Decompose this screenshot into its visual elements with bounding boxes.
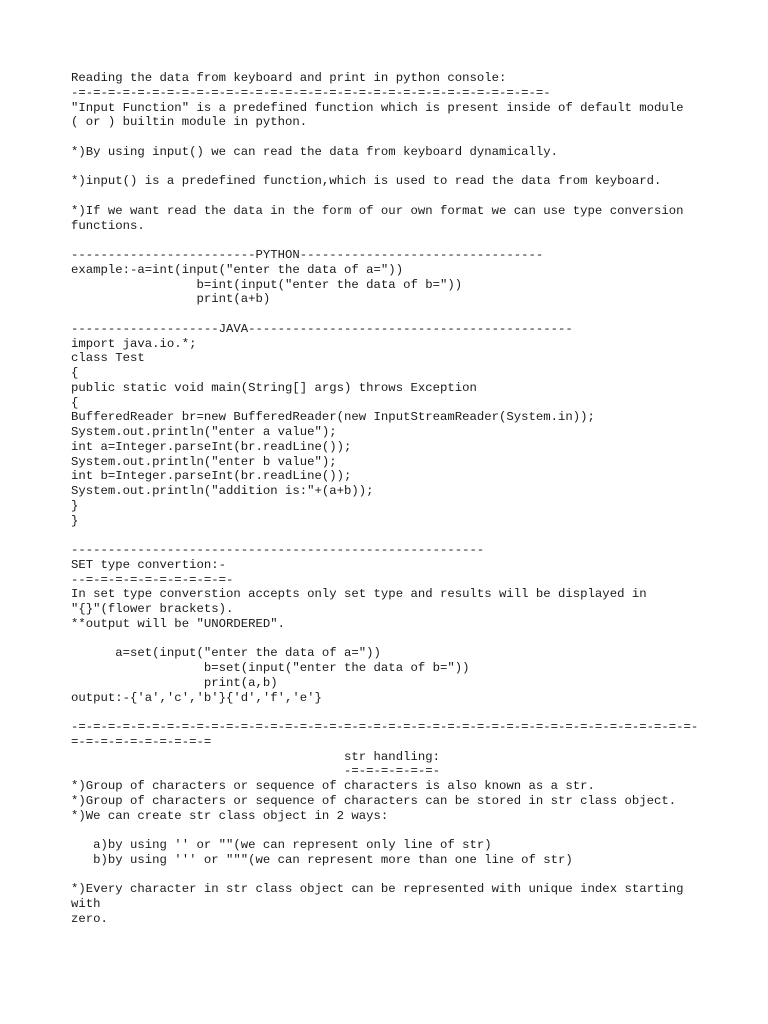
text-line: *)By using input() we can read the data from keyboard dynamically. (71, 144, 559, 159)
blank-line (71, 823, 711, 838)
blank-line (71, 160, 711, 175)
text-line: print(a,b) (71, 675, 278, 690)
text-line: -=-=-=-=-=-=-=-=-=-=-=-=-=-=-=-=-=-=-=-=-=-=-=-=-=-=-=-=-=-=-=-=-=-=-=-=-=-=-=-=-=-=- (71, 720, 699, 734)
text-line: { (71, 395, 79, 410)
text-line: b=set(input("enter the data of b=")) (71, 661, 470, 675)
text-line: *)If we want read the data in the form of our own format we can use type conversion (71, 203, 684, 218)
text-line: import java.io.*; (71, 336, 197, 351)
text-line: *)Group of characters or sequence of characters is also known as a str. (71, 779, 595, 793)
text-line: ( or ) builtin module in python. (71, 115, 308, 130)
text-line: a)by using '' or ""(we can represent only line of str) (71, 838, 492, 852)
blank-line (71, 189, 711, 204)
text-line: --------------------JAVA-------------------------------------------- (71, 321, 573, 336)
text-line: BufferedReader br=new BufferedReader(new InputStreamReader(System.in)); (71, 410, 595, 425)
text-line: public static void main(String[] args) throws Exception (71, 380, 477, 395)
text-line: System.out.println("enter b value"); (71, 454, 337, 469)
text-line: example:-a=int(input("enter the data of a=")) (71, 262, 404, 277)
text-line: **output will be "UNORDERED". (71, 616, 286, 631)
blank-line (71, 705, 711, 720)
text-line: Reading the data from keyboard and print in python console: (71, 71, 507, 85)
blank-line (71, 528, 711, 543)
text-line: output:-{'a','c','b'}{'d','f','e'} (71, 690, 322, 705)
text-line: print(a+b) (71, 292, 271, 307)
text-line: -=-=-=-=-=-=-=-=-=-=-=-=-=-=-=-=-=-=-=-=-=-=-=-=-=-=-=-=-=-=-=-=- (71, 85, 551, 100)
text-line: -=-=-=-=-=-=- (71, 764, 440, 779)
text-line: { (71, 366, 79, 380)
blank-line (71, 632, 711, 647)
blank-line (71, 868, 711, 883)
text-line: str handling: (71, 749, 440, 764)
text-line: a=set(input("enter the data of a=")) (71, 646, 381, 661)
document-page (71, 71, 711, 927)
blank-line (71, 307, 711, 322)
text-line: SET type convertion:- (71, 557, 226, 572)
blank-line (71, 130, 711, 145)
text-line: int b=Integer.parseInt(br.readLine()); (71, 469, 352, 484)
text-line: System.out.println("addition is:"+(a+b)); (71, 484, 374, 498)
text-line: =-=-=-=-=-=-=-=-=-= (71, 734, 212, 749)
text-line: b)by using ''' or """(we can represent more than one line of str) (71, 852, 573, 867)
text-line: with (71, 897, 101, 911)
text-line: } (71, 513, 79, 528)
text-line: -------------------------PYTHON--------------------------------- (71, 248, 544, 262)
text-line: --=-=-=-=-=-=-=-=-=-=- (71, 572, 234, 587)
text-line: In set type converstion accepts only set type and results will be displayed in (71, 587, 647, 602)
text-line: int a=Integer.parseInt(br.readLine()); (71, 439, 352, 454)
text-line: *)Group of characters or sequence of characters can be stored in str class object. (71, 793, 677, 808)
text-line: *)input() is a predefined function,which is used to read the data from keyboard. (71, 174, 662, 189)
text-line: *)We can create str class object in 2 ways: (71, 808, 389, 823)
text-line: b=int(input("enter the data of b=")) (71, 277, 463, 292)
text-line: *)Every character in str class object can be represented with unique index starting (71, 882, 684, 897)
text-line: functions. (71, 218, 145, 233)
text-line: class Test (71, 351, 145, 366)
text-line: "{}"(flower brackets). (71, 602, 234, 616)
text-line: System.out.println("enter a value"); (71, 425, 337, 439)
text-line: } (71, 498, 79, 513)
text-line: "Input Function" is a predefined function which is present inside of default module (71, 100, 684, 115)
text-line: zero. (71, 911, 108, 926)
blank-line (71, 233, 711, 248)
text-line: -------------------------------------------------------- (71, 543, 485, 557)
